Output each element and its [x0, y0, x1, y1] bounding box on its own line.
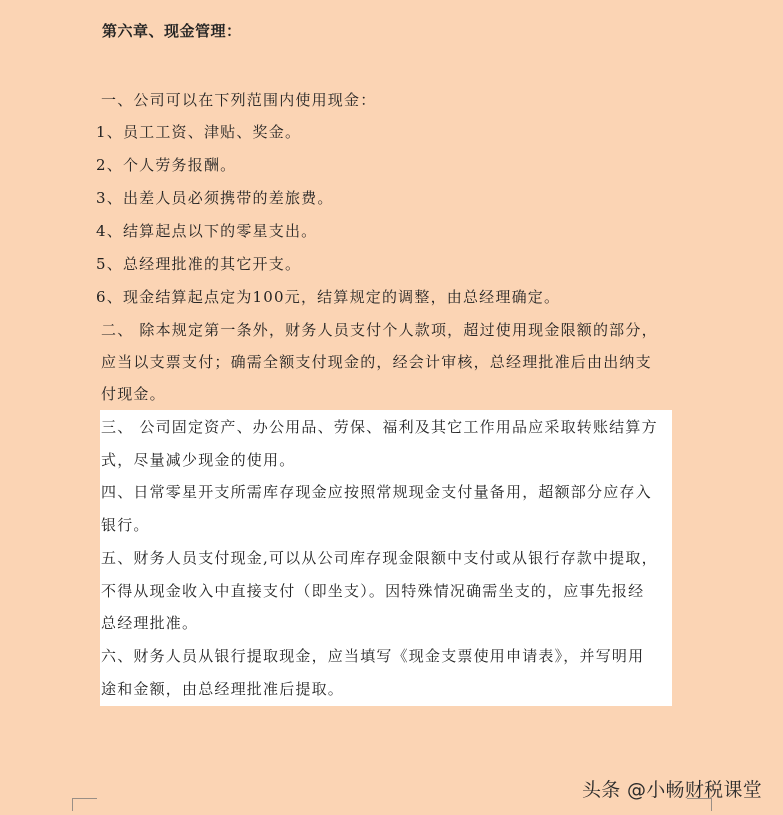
paragraph-line: 六、财务人员从银行提取现金，应当填写《现金支票使用申请表》，并写明用: [101, 647, 645, 665]
paragraph-line: 一、公司可以在下列范围内使用现金：: [101, 91, 377, 109]
paragraph-line: 二、 除本规定第一条外，财务人员支付个人款项，超过使用现金限额的部分，: [101, 321, 658, 339]
paragraph-line: 总经理批准。: [101, 614, 199, 632]
paragraph-line: 4、结算起点以下的零星支出。: [96, 222, 318, 240]
paragraph-line: 四、日常零星开支所需库存现金应按照常规现金支付量备用，超额部分应存入: [101, 483, 652, 501]
paragraph-line: 6、现金结算起点定为100元，结算规定的调整，由总经理确定。: [96, 288, 561, 306]
watermark-label: 头条 @小畅财税课堂: [582, 779, 763, 801]
paragraph-line: 付现金。: [101, 385, 166, 403]
paragraph-line: 不得从现金收入中直接支付（即坐支）。因特殊情况确需坐支的，应事先报经: [101, 582, 645, 600]
paragraph-line: 应当以支票支付；确需全额支付现金的，经会计审核，总经理批准后由出纳支: [101, 353, 652, 371]
page-corner-mark-left: [72, 798, 97, 811]
paragraph-line: 1、员工工资、津贴、奖金。: [96, 123, 302, 141]
paragraph-line: 银行。: [101, 516, 150, 534]
paragraph-line: 3、出差人员必须携带的差旅费。: [96, 189, 334, 207]
paragraph-line: 三、 公司固定资产、办公用品、劳保、福利及其它工作用品应采取转账结算方: [101, 418, 658, 436]
paragraph-line: 途和金额，由总经理批准后提取。: [101, 680, 345, 698]
paragraph-line: 2、个人劳务报酬。: [96, 156, 237, 174]
paragraph-line: 5、总经理批准的其它开支。: [96, 255, 302, 273]
paragraph-line: 五、财务人员支付现金,可以从公司库存现金限额中支付或从银行存款中提取，: [101, 549, 658, 567]
chapter-title: 第六章、现金管理：: [102, 22, 242, 40]
paragraph-line: 式，尽量减少现金的使用。: [101, 451, 296, 469]
